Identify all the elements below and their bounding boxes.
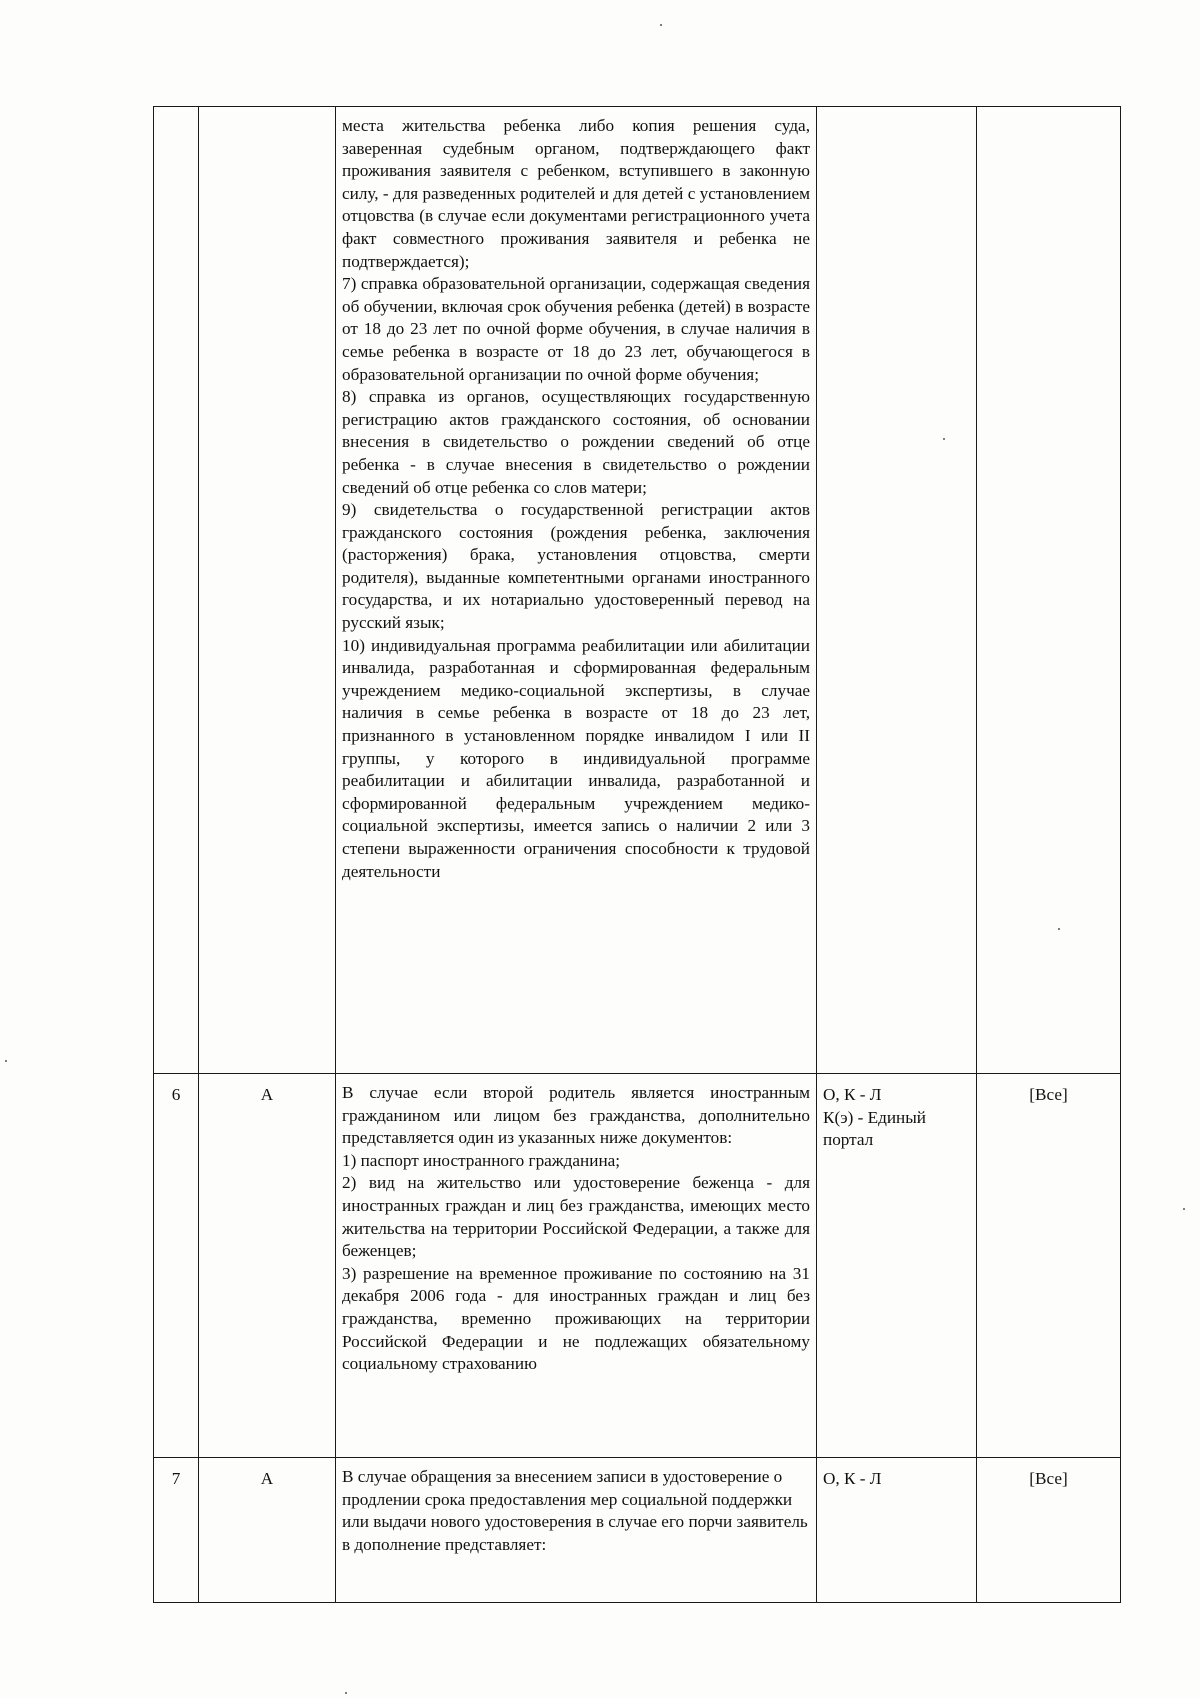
scan-speck	[345, 1692, 347, 1694]
scan-speck	[1058, 928, 1060, 930]
applicant-scope-cell	[977, 107, 1121, 1074]
row-code-cell: А	[199, 1074, 336, 1458]
submission-method-cell	[817, 1074, 977, 1458]
row-number-cell	[154, 107, 199, 1074]
requirements-table	[153, 106, 1121, 1603]
submission-method-line: портал	[823, 1130, 874, 1150]
row-number-cell: 7	[154, 1458, 199, 1603]
submission-method-cell	[817, 1458, 977, 1603]
description-paragraph: В случае обращения за внесением записи в удостоверение о продлении срока предоставления мер социальной поддержки или выдачи нового удостоверения в случае его порчи заявитель в дополнение представляет:	[342, 1467, 808, 1554]
description-paragraph: 3) разрешение на временное проживание по состоянию на 31 декабря 2006 года - для иностранных граждан и лиц без гражданства, временно проживающих на территории Российской Федерации и не подлежащих обязательному социальному страхованию	[342, 1263, 810, 1374]
row-code-cell	[199, 107, 336, 1074]
applicant-scope-cell: [Все]	[977, 1074, 1121, 1458]
row-number-cell: 6	[154, 1074, 199, 1458]
description-paragraph: места жительства ребенка либо копия решения суда, заверенная судебным органом, подтверждающего факт проживания заявителя с ребенком, вступившего в законную силу, - для разведенных родителей и для детей с установлением отцовства (в случае если документами регистрационного учета факт совместного проживания заявителя и ребенка не подтверждается);	[342, 116, 810, 271]
description-paragraph: 7) справка образовательной организации, содержащая сведения об обучении, включая срок обучения ребенка (детей) в возрасте от 18 до 23 лет по очной форме обучения, в случае наличия в семье ребенка в возрасте от 18 до 23 лет, обучающегося в образовательной организации по очной форме обучения;	[342, 274, 810, 384]
scan-speck	[5, 1060, 7, 1062]
scan-speck	[943, 438, 945, 440]
description-paragraph: 10) индивидуальная программа реабилитации или абилитации инвалида, разработанная и сформированная федеральным учреждением медико-социальной экспертизы, в случае наличия в семье ребенка в возрасте от 18 до 23 лет, признанного в установленном порядке инвалидом I или II группы, у которого в индивидуальной программе реабилитации и абилитации инвалида, разработанной и сформированной федеральным учреждением медико-социальной экспертизы, имеется запись о наличии 2 или 3 степени выраженности ограничения способности к трудовой деятельности	[342, 635, 810, 881]
table-row	[154, 1458, 1121, 1603]
submission-method-line: К(э) - Единый	[823, 1107, 926, 1127]
scan-speck	[1183, 1208, 1185, 1210]
submission-method-line: О, К - Л	[823, 1469, 882, 1488]
description-paragraph: В случае если второй родитель является иностранным гражданином или лицом без гражданства, дополнительно представляется один из указанных ниже документов:	[342, 1083, 810, 1148]
description-paragraph: 2) вид на жительство или удостоверение беженца - для иностранных граждан и лиц без гражданства, имеющих место жительства на территории Российской Федерации, а также для беженцев;	[342, 1173, 810, 1261]
applicant-scope-cell: [Все]	[977, 1458, 1121, 1603]
description-paragraph: 9) свидетельства о государственной регистрации актов гражданского состояния (рождения ребенка, заключения (расторжения) брака, установления отцовства, смерти родителя), выданные компетентными органами иностранного государства, и их нотариально удостоверенный перевод на русский язык;	[342, 500, 810, 633]
row-code-cell: А	[199, 1458, 336, 1603]
description-paragraph: 8) справка из органов, осуществляющих государственную регистрацию актов гражданского состояния, об основании внесения в свидетельство о рождении сведений об отце ребенка - в случае внесения в свидетельство о рождении сведений об отце ребенка со слов матери;	[342, 387, 810, 497]
document-description-cell	[336, 1074, 817, 1458]
table-row	[154, 1074, 1121, 1458]
description-paragraph: 1) паспорт иностранного гражданина;	[342, 1150, 621, 1170]
table-row	[154, 107, 1121, 1074]
submission-method-cell	[817, 107, 977, 1074]
submission-method-line: О, К - Л	[823, 1085, 882, 1104]
scan-speck	[660, 24, 662, 26]
document-description-cell	[336, 1458, 817, 1603]
document-description-cell	[336, 107, 817, 1074]
